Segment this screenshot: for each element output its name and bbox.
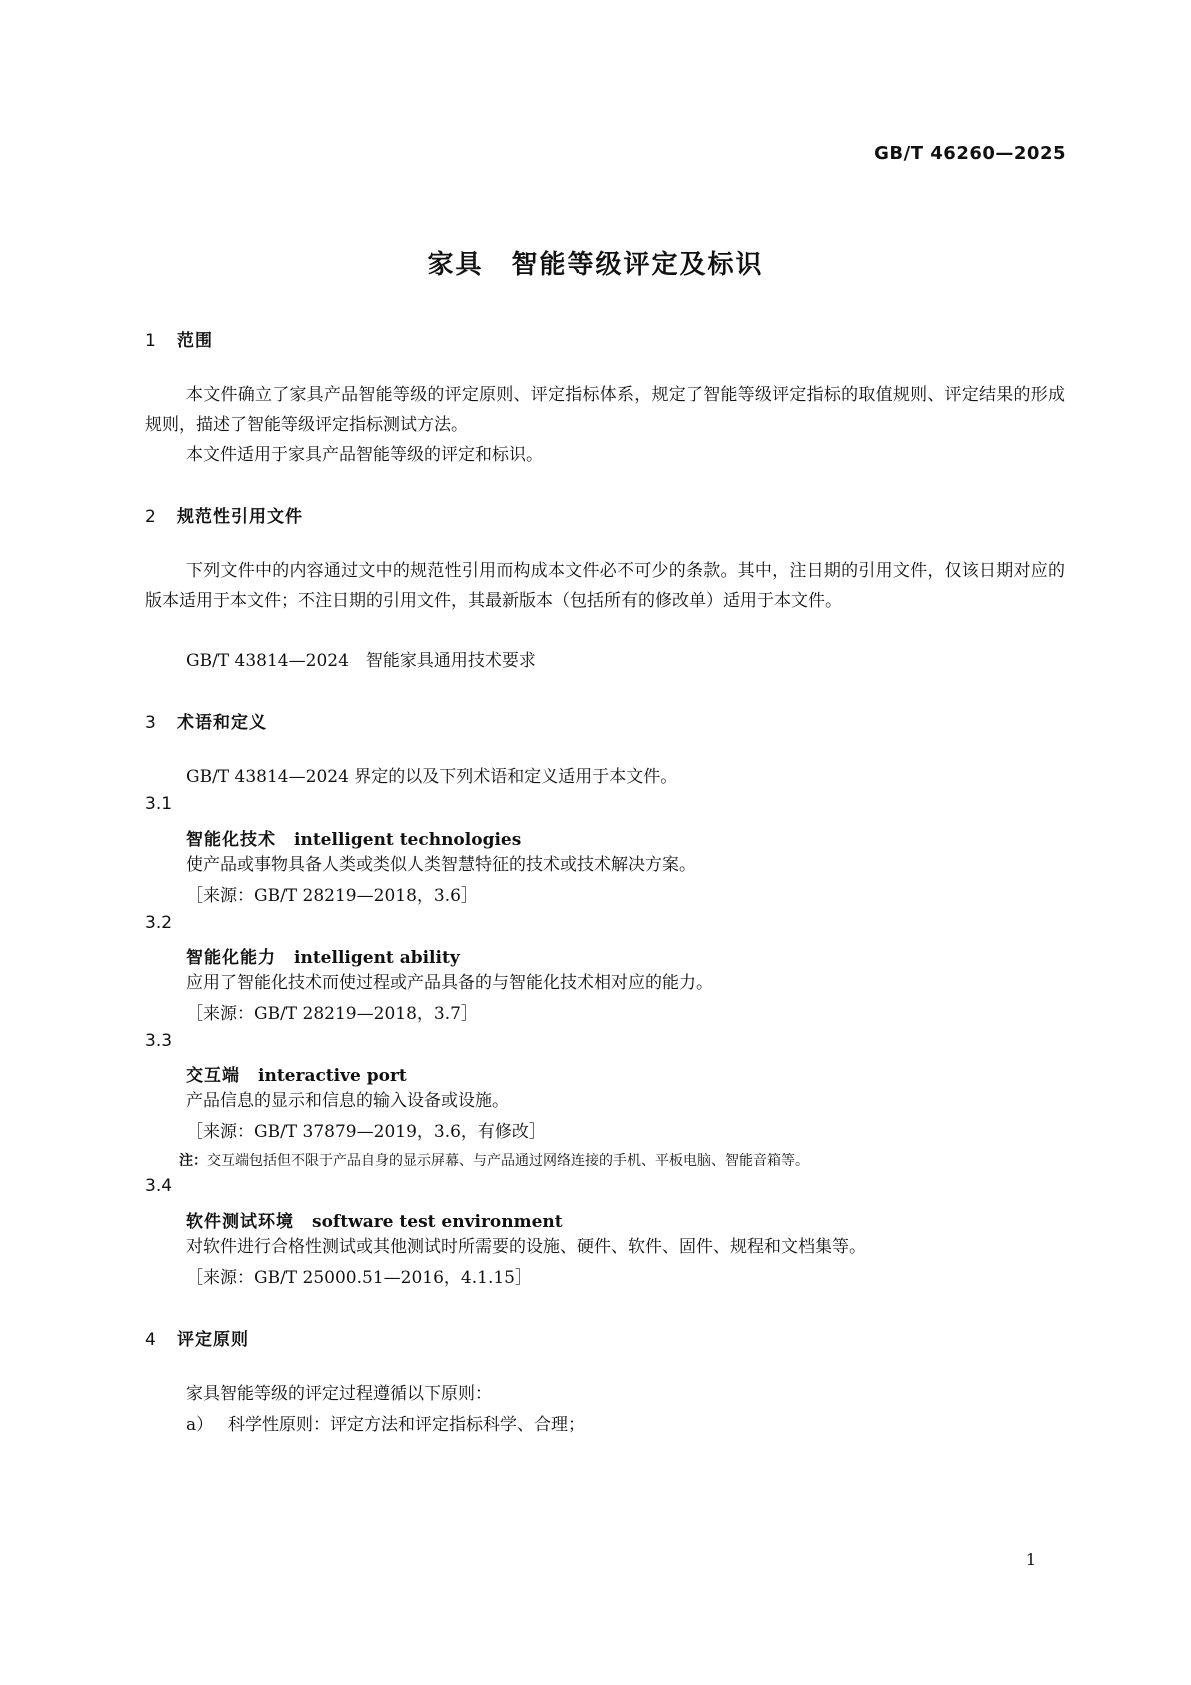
section-title: 规范性引用文件 (177, 507, 303, 527)
section-4-heading (145, 1325, 249, 1350)
term-title (186, 825, 521, 850)
term-title-zh: 交互端 (186, 1066, 240, 1086)
section-3-intro: GB/T 43814—2024 界定的以及下列术语和定义适用于本文件。 (186, 767, 678, 787)
section-1-paragraph-1: 本文件确立了家具产品智能等级的评定原则、评定指标体系，规定了智能等级评定指标的取值规则、评定结果的形成规则，描述了智能等级评定指标测试方法。 (145, 385, 1065, 435)
section-number: 1 (145, 331, 157, 351)
term-definition: 对软件进行合格性测试或其他测试时所需要的设施、硬件、软件、固件、规程和文档集等。 (186, 1237, 866, 1257)
section-number: 4 (145, 1330, 157, 1350)
term-title (186, 1061, 407, 1086)
normative-reference: GB/T 43814—2024 智能家具通用技术要求 (186, 651, 536, 671)
term-source: ［来源：GB/T 28219—2018，3.7］ (186, 1004, 478, 1024)
section-4-intro: 家具智能等级的评定过程遵循以下原则： (186, 1384, 492, 1404)
section-2-heading (145, 502, 303, 527)
list-item (186, 1410, 585, 1440)
term-number: 3.1 (145, 794, 173, 814)
section-1-heading (145, 326, 213, 351)
section-number: 2 (145, 507, 157, 527)
section-title: 术语和定义 (177, 713, 267, 733)
term-definition: 应用了智能化技术而使过程或产品具备的与智能化技术相对应的能力。 (186, 973, 713, 993)
term-title (186, 943, 460, 968)
page-number: 1 (1025, 1550, 1036, 1569)
list-marker: a） (186, 1415, 214, 1435)
term-note (179, 1150, 809, 1170)
term-source: ［来源：GB/T 25000.51—2016，4.1.15］ (186, 1268, 532, 1288)
term-title-zh: 智能化能力 (186, 948, 276, 968)
term-title-en: interactive port (258, 1066, 407, 1086)
term-definition: 使产品或事物具备人类或类似人类智慧特征的技术或技术解决方案。 (186, 855, 696, 875)
term-title-zh: 软件测试环境 (186, 1212, 294, 1232)
term-number: 3.4 (145, 1176, 173, 1196)
term-number: 3.2 (145, 913, 173, 933)
term-source: ［来源：GB/T 37879—2019，3.6，有修改］ (186, 1122, 546, 1142)
term-title (186, 1207, 563, 1232)
document-title: 家具 智能等级评定及标识 (427, 250, 764, 280)
note-text: 交互端包括但不限于产品自身的显示屏幕、与产品通过网络连接的手机、平板电脑、智能音箱等。 (207, 1153, 809, 1169)
term-definition: 产品信息的显示和信息的输入设备或设施。 (186, 1091, 509, 1111)
term-title-en: intelligent ability (294, 948, 460, 968)
note-label: 注： (179, 1153, 207, 1169)
section-title: 评定原则 (177, 1330, 249, 1350)
section-title: 范围 (177, 331, 213, 351)
document-number: GB/T 46260—2025 (874, 143, 1066, 164)
section-3-heading (145, 708, 267, 733)
section-1-paragraph-2: 本文件适用于家具产品智能等级的评定和标识。 (186, 445, 543, 465)
term-title-zh: 智能化技术 (186, 830, 276, 850)
list-item-text: 科学性原则：评定方法和评定指标科学、合理； (228, 1415, 585, 1435)
section-2-paragraph-1: 下列文件中的内容通过文中的规范性引用而构成本文件必不可少的条款。其中，注日期的引用文件，仅该日期对应的版本适用于本文件；不注日期的引用文件，其最新版本（包括所有的修改单）适用于本文件。 (145, 561, 1065, 611)
term-number: 3.3 (145, 1031, 173, 1051)
term-title-en: intelligent technologies (294, 830, 522, 850)
term-source: ［来源：GB/T 28219—2018，3.6］ (186, 886, 478, 906)
section-number: 3 (145, 713, 157, 733)
term-title-en: software test environment (312, 1212, 563, 1232)
